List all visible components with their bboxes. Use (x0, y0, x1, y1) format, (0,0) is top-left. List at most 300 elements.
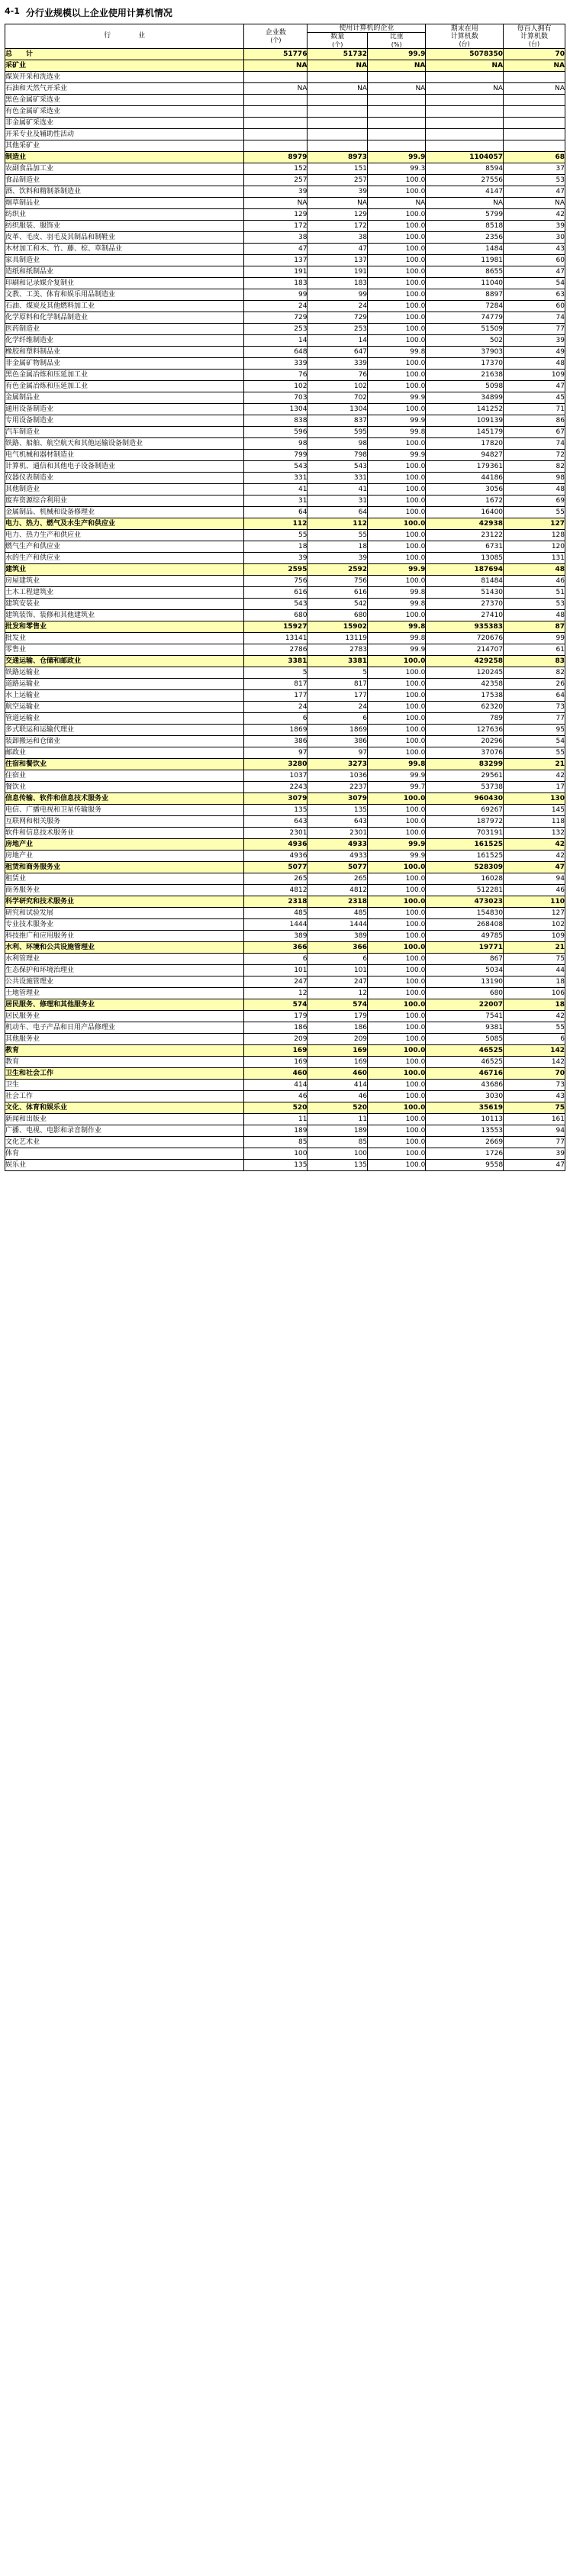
table-row (5, 483, 565, 495)
row-using-qty: 39 (308, 186, 368, 197)
row-using-pct: 99.9 (368, 644, 426, 655)
row-using-pct: 99.9 (368, 48, 426, 60)
row-per-hundred: 44 (504, 964, 565, 976)
table-body (5, 48, 565, 1170)
row-using-pct: 100.0 (368, 266, 426, 277)
row-enterprises: 4936 (244, 850, 308, 861)
row-using-qty: 183 (308, 277, 368, 289)
table-row (5, 609, 565, 621)
row-enterprises: 55 (244, 529, 308, 541)
row-using-qty: 177 (308, 689, 368, 701)
row-using-qty: 542 (308, 598, 368, 609)
row-using-pct: 100.0 (368, 907, 426, 918)
row-industry-name: 石油、煤炭及其他燃料加工业 (5, 300, 244, 312)
row-using-qty: 135 (308, 1159, 368, 1170)
row-enterprises: 414 (244, 1079, 308, 1090)
row-end-stock: 19771 (426, 941, 504, 953)
row-end-stock: 512281 (426, 884, 504, 896)
table-row (5, 976, 565, 987)
row-using-qty: 209 (308, 1033, 368, 1044)
table-row (5, 529, 565, 541)
header-industry: 行 业 (5, 24, 244, 49)
table-row (5, 873, 565, 884)
row-using-pct: 100.0 (368, 300, 426, 312)
row-end-stock (426, 71, 504, 82)
row-using-pct: 99.9 (368, 151, 426, 163)
row-using-pct: 100.0 (368, 1090, 426, 1102)
row-industry-name: 居民服务业 (5, 1010, 244, 1022)
table-row (5, 1079, 565, 1090)
row-industry-name: 公共设施管理业 (5, 976, 244, 987)
row-enterprises: 24 (244, 300, 308, 312)
row-enterprises: 460 (244, 1067, 308, 1079)
row-end-stock: 23122 (426, 529, 504, 541)
row-end-stock: 2669 (426, 1136, 504, 1148)
row-per-hundred: 161 (504, 1113, 565, 1125)
row-using-qty (308, 128, 368, 140)
row-per-hundred: 77 (504, 1136, 565, 1148)
row-end-stock: 11040 (426, 277, 504, 289)
row-end-stock: 9381 (426, 1022, 504, 1033)
row-enterprises: 616 (244, 586, 308, 598)
row-industry-name: 印刷和记录媒介复制业 (5, 277, 244, 289)
row-enterprises: 85 (244, 1136, 308, 1148)
row-end-stock: 154830 (426, 907, 504, 918)
row-per-hundred: 99 (504, 632, 565, 644)
row-per-hundred: 73 (504, 1079, 565, 1090)
row-enterprises: 265 (244, 873, 308, 884)
row-per-hundred: 55 (504, 506, 565, 518)
row-enterprises: 389 (244, 930, 308, 941)
row-per-hundred: 47 (504, 1159, 565, 1170)
row-enterprises: 102 (244, 380, 308, 392)
table-row (5, 460, 565, 472)
row-end-stock: 11981 (426, 254, 504, 266)
row-using-qty: 2237 (308, 781, 368, 792)
table-row (5, 1067, 565, 1079)
row-end-stock: NA (426, 82, 504, 94)
row-using-pct: 100.0 (368, 747, 426, 758)
table-row (5, 117, 565, 128)
table-row (5, 495, 565, 506)
table-row (5, 415, 565, 426)
row-end-stock: 8897 (426, 289, 504, 300)
row-using-pct (368, 117, 426, 128)
row-using-qty: 55 (308, 529, 368, 541)
row-using-qty: 2592 (308, 563, 368, 575)
row-using-pct: 100.0 (368, 1125, 426, 1136)
row-industry-name: 建筑安装业 (5, 598, 244, 609)
row-enterprises: 6 (244, 953, 308, 964)
table-row (5, 449, 565, 460)
row-enterprises: 31 (244, 495, 308, 506)
row-end-stock: 29561 (426, 770, 504, 781)
row-industry-name: 铁路运输业 (5, 667, 244, 678)
row-using-pct: 99.9 (368, 449, 426, 460)
row-using-qty: 4933 (308, 850, 368, 861)
row-per-hundred: 48 (504, 483, 565, 495)
row-industry-name: 居民服务、修理和其他服务业 (5, 999, 244, 1010)
row-using-qty: 51732 (308, 48, 368, 60)
header-enterprises-unit: (个) (270, 37, 282, 44)
row-using-pct: 99.7 (368, 781, 426, 792)
row-industry-name: 仪器仪表制造业 (5, 472, 244, 483)
row-industry-name: 土地管理业 (5, 987, 244, 999)
row-industry-name: 邮政业 (5, 747, 244, 758)
row-enterprises: 152 (244, 163, 308, 174)
row-end-stock: 5034 (426, 964, 504, 976)
row-enterprises: 3381 (244, 655, 308, 667)
row-industry-name: 生态保护和环境治理业 (5, 964, 244, 976)
row-using-qty: 331 (308, 472, 368, 483)
row-end-stock: 34899 (426, 392, 504, 403)
row-per-hundred: 72 (504, 449, 565, 460)
row-per-hundred: 68 (504, 151, 565, 163)
row-industry-name: 废弃资源综合利用业 (5, 495, 244, 506)
row-per-hundred: 130 (504, 792, 565, 804)
row-enterprises: 97 (244, 747, 308, 758)
table-row (5, 712, 565, 724)
row-using-qty: 339 (308, 357, 368, 369)
row-using-pct: 99.9 (368, 563, 426, 575)
table-row (5, 861, 565, 873)
row-using-qty: 3079 (308, 792, 368, 804)
header-enterprises-label: 企业数 (265, 28, 286, 37)
row-per-hundred: 21 (504, 941, 565, 953)
row-end-stock: 141252 (426, 403, 504, 415)
row-per-hundred: NA (504, 197, 565, 208)
row-using-qty: 189 (308, 1125, 368, 1136)
row-using-qty: 24 (308, 300, 368, 312)
row-end-stock: 120245 (426, 667, 504, 678)
row-per-hundred: 75 (504, 953, 565, 964)
row-end-stock: 53738 (426, 781, 504, 792)
row-using-qty: 39 (308, 552, 368, 563)
row-end-stock: 8594 (426, 163, 504, 174)
row-end-stock (426, 117, 504, 128)
row-end-stock: 16400 (426, 506, 504, 518)
row-using-pct: 99.9 (368, 415, 426, 426)
row-using-qty: 135 (308, 804, 368, 815)
row-using-pct: 100.0 (368, 884, 426, 896)
row-per-hundred: 70 (504, 1067, 565, 1079)
row-using-qty: 485 (308, 907, 368, 918)
row-enterprises: 2243 (244, 781, 308, 792)
row-per-hundred: 39 (504, 220, 565, 231)
row-enterprises: 18 (244, 541, 308, 552)
row-using-qty: 137 (308, 254, 368, 266)
row-industry-name: 造纸和纸制品业 (5, 266, 244, 277)
table-row (5, 1010, 565, 1022)
table-row (5, 884, 565, 896)
row-industry-name: 有色金属冶炼和压延加工业 (5, 380, 244, 392)
row-using-pct: 100.0 (368, 312, 426, 323)
row-using-pct: 100.0 (368, 792, 426, 804)
table-row (5, 701, 565, 712)
row-enterprises: 11 (244, 1113, 308, 1125)
row-using-pct: 100.0 (368, 1148, 426, 1159)
row-enterprises: 112 (244, 518, 308, 529)
row-end-stock: 51430 (426, 586, 504, 598)
row-end-stock: 528309 (426, 861, 504, 873)
row-end-stock: 16028 (426, 873, 504, 884)
row-industry-name: 建筑装饰、装修和其他建筑业 (5, 609, 244, 621)
table-row (5, 1136, 565, 1148)
row-using-pct: 100.0 (368, 1044, 426, 1056)
row-using-pct: 99.8 (368, 621, 426, 632)
row-per-hundred: 77 (504, 323, 565, 334)
table-row (5, 563, 565, 575)
table-row (5, 220, 565, 231)
row-using-pct: 99.8 (368, 426, 426, 437)
table-row (5, 987, 565, 999)
row-using-qty: 11 (308, 1113, 368, 1125)
row-using-qty: 4812 (308, 884, 368, 896)
row-end-stock: 37903 (426, 346, 504, 357)
row-using-qty: 366 (308, 941, 368, 953)
row-using-qty: 98 (308, 437, 368, 449)
row-end-stock: 502 (426, 334, 504, 346)
row-enterprises (244, 140, 308, 151)
table-row (5, 369, 565, 380)
row-end-stock: 473023 (426, 896, 504, 907)
row-per-hundred: 42 (504, 208, 565, 220)
row-industry-name: 其他制造业 (5, 483, 244, 495)
row-using-qty: 4933 (308, 838, 368, 850)
row-per-hundred (504, 140, 565, 151)
row-industry-name: 电气机械和器材制造业 (5, 449, 244, 460)
row-enterprises: 4936 (244, 838, 308, 850)
row-using-pct: 99.8 (368, 586, 426, 598)
row-industry-name: 水上运输业 (5, 689, 244, 701)
header-per-hundred (504, 24, 565, 49)
row-industry-name: 非金属矿物制品业 (5, 357, 244, 369)
row-using-pct: 100.0 (368, 323, 426, 334)
row-industry-name: 电力、热力、燃气及水生产和供应业 (5, 518, 244, 529)
row-using-pct: 99.9 (368, 770, 426, 781)
row-enterprises: 3280 (244, 758, 308, 770)
row-using-pct: 100.0 (368, 1159, 426, 1170)
table-row (5, 518, 565, 529)
header-qty-label: 数量 (330, 33, 345, 41)
row-per-hundred: 17 (504, 781, 565, 792)
row-end-stock: 27370 (426, 598, 504, 609)
row-using-qty: 543 (308, 460, 368, 472)
row-using-pct: 100.0 (368, 541, 426, 552)
row-industry-name: 租赁和商务服务业 (5, 861, 244, 873)
table-row (5, 140, 565, 151)
row-end-stock: 37076 (426, 747, 504, 758)
row-using-qty: 6 (308, 953, 368, 964)
row-end-stock: 2356 (426, 231, 504, 243)
row-using-pct: 100.0 (368, 689, 426, 701)
row-industry-name: 教育 (5, 1056, 244, 1067)
row-enterprises: 543 (244, 460, 308, 472)
row-per-hundred: 94 (504, 873, 565, 884)
row-using-qty: 12 (308, 987, 368, 999)
row-enterprises: 253 (244, 323, 308, 334)
row-using-pct: 100.0 (368, 804, 426, 815)
row-enterprises: 596 (244, 426, 308, 437)
row-per-hundred: 18 (504, 999, 565, 1010)
row-using-qty: 1304 (308, 403, 368, 415)
row-industry-name: 食品制造业 (5, 174, 244, 186)
table-row (5, 1102, 565, 1113)
table-row (5, 930, 565, 941)
row-using-pct: 100.0 (368, 930, 426, 941)
table-head (5, 24, 565, 49)
row-using-pct: NA (368, 82, 426, 94)
row-using-pct: 100.0 (368, 1079, 426, 1090)
row-using-pct: 100.0 (368, 667, 426, 678)
row-end-stock: 81484 (426, 575, 504, 586)
row-per-hundred: 61 (504, 644, 565, 655)
row-using-qty: 169 (308, 1056, 368, 1067)
row-end-stock: 51509 (426, 323, 504, 334)
row-enterprises: 169 (244, 1044, 308, 1056)
row-enterprises (244, 71, 308, 82)
row-per-hundred: 102 (504, 918, 565, 930)
row-using-qty: 643 (308, 815, 368, 827)
row-per-hundred: 51 (504, 586, 565, 598)
row-enterprises: 4812 (244, 884, 308, 896)
table-row (5, 552, 565, 563)
row-end-stock: 5799 (426, 208, 504, 220)
row-enterprises: 8979 (244, 151, 308, 163)
table-row (5, 655, 565, 667)
row-end-stock: 10113 (426, 1113, 504, 1125)
row-end-stock: 94827 (426, 449, 504, 460)
row-using-qty: 837 (308, 415, 368, 426)
row-per-hundred: 82 (504, 667, 565, 678)
row-end-stock: 187972 (426, 815, 504, 827)
row-using-pct: 100.0 (368, 506, 426, 518)
row-enterprises: 366 (244, 941, 308, 953)
row-industry-name: 文化、体育和娱乐业 (5, 1102, 244, 1113)
row-using-pct: 100.0 (368, 873, 426, 884)
row-enterprises: 2301 (244, 827, 308, 838)
row-using-pct (368, 128, 426, 140)
row-using-pct: 100.0 (368, 460, 426, 472)
header-per-hundred-unit: (台) (528, 40, 540, 48)
row-end-stock: 27556 (426, 174, 504, 186)
table-row (5, 724, 565, 735)
row-end-stock: 935383 (426, 621, 504, 632)
row-enterprises (244, 117, 308, 128)
row-per-hundred: 69 (504, 495, 565, 506)
row-using-pct: 100.0 (368, 735, 426, 747)
table-row (5, 735, 565, 747)
row-per-hundred: 64 (504, 689, 565, 701)
row-industry-name: 租赁业 (5, 873, 244, 884)
table-row (5, 346, 565, 357)
row-using-qty: 647 (308, 346, 368, 357)
row-enterprises: 191 (244, 266, 308, 277)
row-enterprises: 135 (244, 804, 308, 815)
row-industry-name: 水的生产和供应业 (5, 552, 244, 563)
row-using-pct: 100.0 (368, 174, 426, 186)
row-using-qty: 6 (308, 712, 368, 724)
row-per-hundred: 42 (504, 838, 565, 850)
row-using-pct: 100.0 (368, 941, 426, 953)
table-row (5, 644, 565, 655)
row-using-qty: 265 (308, 873, 368, 884)
row-industry-name: 机动车、电子产品和日用产品修理业 (5, 1022, 244, 1033)
row-per-hundred: 47 (504, 186, 565, 197)
row-end-stock: 268408 (426, 918, 504, 930)
row-end-stock: NA (426, 60, 504, 71)
row-industry-name: 制造业 (5, 151, 244, 163)
row-industry-name: 研究和试验发展 (5, 907, 244, 918)
row-enterprises (244, 94, 308, 105)
row-using-qty (308, 105, 368, 117)
table-row (5, 48, 565, 60)
table-row (5, 827, 565, 838)
row-end-stock: 17820 (426, 437, 504, 449)
row-using-pct: 100.0 (368, 861, 426, 873)
row-industry-name: 卫生 (5, 1079, 244, 1090)
row-per-hundred: 98 (504, 472, 565, 483)
row-industry-name: 非金属矿采选业 (5, 117, 244, 128)
row-using-pct: 100.0 (368, 437, 426, 449)
row-end-stock: 1726 (426, 1148, 504, 1159)
row-end-stock (426, 94, 504, 105)
table-row (5, 289, 565, 300)
row-per-hundred: 70 (504, 48, 565, 60)
table-row (5, 1022, 565, 1033)
row-industry-name: 其他服务业 (5, 1033, 244, 1044)
row-industry-name: 开采专业及辅助性活动 (5, 128, 244, 140)
row-enterprises: 756 (244, 575, 308, 586)
row-per-hundred: 39 (504, 1148, 565, 1159)
row-per-hundred: 83 (504, 655, 565, 667)
table-row (5, 128, 565, 140)
table-row (5, 586, 565, 598)
row-using-qty: 729 (308, 312, 368, 323)
row-using-qty: 76 (308, 369, 368, 380)
row-using-pct: 100.0 (368, 1136, 426, 1148)
row-end-stock: 9558 (426, 1159, 504, 1170)
row-enterprises: 1304 (244, 403, 308, 415)
table-row (5, 1033, 565, 1044)
row-using-qty: 616 (308, 586, 368, 598)
row-end-stock (426, 140, 504, 151)
row-using-pct: 100.0 (368, 987, 426, 999)
row-per-hundred: 48 (504, 563, 565, 575)
row-using-qty: 8973 (308, 151, 368, 163)
row-end-stock: 179361 (426, 460, 504, 472)
table-row (5, 770, 565, 781)
row-industry-name: 房屋建筑业 (5, 575, 244, 586)
row-industry-name: 建筑业 (5, 563, 244, 575)
row-using-pct: 100.0 (368, 357, 426, 369)
row-end-stock: 46525 (426, 1056, 504, 1067)
row-per-hundred: 55 (504, 747, 565, 758)
row-industry-name: 农副食品加工业 (5, 163, 244, 174)
row-per-hundred: 128 (504, 529, 565, 541)
table-row (5, 403, 565, 415)
row-using-pct: 100.0 (368, 678, 426, 689)
row-using-qty: NA (308, 60, 368, 71)
row-using-qty: NA (308, 82, 368, 94)
row-using-qty: 3381 (308, 655, 368, 667)
row-per-hundred: 48 (504, 357, 565, 369)
row-using-pct: NA (368, 60, 426, 71)
row-using-pct: NA (368, 197, 426, 208)
row-using-qty: NA (308, 197, 368, 208)
row-using-qty: 41 (308, 483, 368, 495)
table-number: 4-1 (5, 6, 20, 16)
